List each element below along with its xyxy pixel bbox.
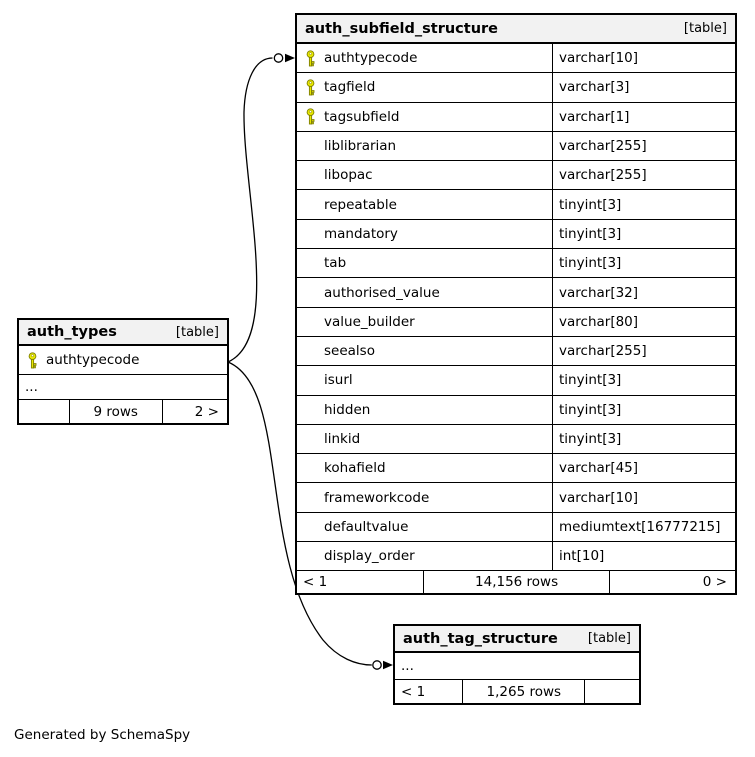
field-name: value_builder [324, 313, 415, 330]
field-type: int[10] [559, 548, 605, 565]
field-name-cell [297, 425, 553, 453]
field-name-cell [297, 220, 553, 248]
fk-line-auth-types-to-auth-subfield-structure [228, 58, 273, 362]
field-name: libopac [324, 167, 373, 184]
table-footer [395, 680, 639, 703]
field-name-cell [297, 337, 553, 365]
field-row [297, 161, 735, 190]
field-name: isurl [324, 372, 353, 389]
field-name-cell [297, 249, 553, 277]
field-name: authtypecode [324, 50, 418, 67]
field-row [297, 366, 735, 395]
field-row [297, 132, 735, 161]
field-row [297, 513, 735, 542]
table-auth-subfield-structure[interactable] [295, 13, 737, 595]
table-title[interactable]: auth_types [27, 324, 117, 340]
primary-key-icon [305, 108, 324, 125]
table-title[interactable]: auth_tag_structure [403, 630, 558, 647]
generator-note: Generated by SchemaSpy [14, 727, 191, 743]
field-row [297, 103, 735, 132]
table-footer [297, 571, 735, 593]
field-name-cell [297, 44, 553, 72]
primary-key-icon [27, 352, 46, 369]
table-header [395, 626, 639, 653]
field-row [297, 249, 735, 278]
field-row [297, 483, 735, 512]
table-footer [19, 400, 227, 423]
field-name: authorised_value [324, 284, 440, 301]
field-type: varchar[32] [559, 284, 639, 301]
row-count: 1,265 rows [463, 680, 585, 703]
field-name-cell [297, 542, 553, 570]
field-row [19, 346, 227, 375]
row-count: 14,156 rows [424, 571, 610, 593]
relationship-circle-icon [274, 54, 282, 62]
field-name: repeatable [324, 196, 397, 213]
field-name-cell [297, 132, 553, 160]
field-name: tab [324, 255, 347, 272]
field-type: varchar[3] [559, 79, 630, 96]
field-type: tinyint[3] [559, 196, 622, 213]
field-type: tinyint[3] [559, 225, 622, 242]
table-auth-tag-structure[interactable] [393, 624, 641, 705]
field-type: varchar[10] [559, 50, 639, 67]
field-row [297, 278, 735, 307]
table-header [19, 320, 227, 346]
table-type-badge: [table] [683, 21, 727, 36]
field-name: display_order [324, 548, 415, 565]
primary-key-icon [305, 50, 324, 67]
relationship-circle-icon [373, 661, 381, 669]
field-row [297, 308, 735, 337]
pager-next [585, 680, 639, 703]
table-title[interactable]: auth_subfield_structure [305, 20, 498, 37]
hidden-columns-ellipsis: ... [19, 375, 227, 400]
field-row [297, 337, 735, 366]
field-name: liblibrarian [324, 138, 397, 155]
field-type: tinyint[3] [559, 372, 622, 389]
field-name-cell [297, 366, 553, 394]
field-type: tinyint[3] [559, 431, 622, 447]
field-name-cell [297, 278, 553, 306]
field-name: mandatory [324, 225, 398, 242]
field-name-cell [19, 346, 227, 374]
field-type: varchar[255] [559, 343, 647, 360]
field-name-cell [297, 308, 553, 336]
table-header [297, 15, 735, 44]
pager-next[interactable]: 0 > [702, 574, 727, 591]
field-name-cell [297, 454, 553, 482]
field-name: hidden [324, 401, 371, 418]
field-name: defaultvalue [324, 518, 409, 535]
field-name: frameworkcode [324, 489, 430, 506]
field-type: mediumtext[16777215] [559, 518, 721, 535]
field-type: varchar[1] [559, 108, 630, 125]
field-type: tinyint[3] [559, 401, 622, 418]
field-name: authtypecode [46, 352, 140, 368]
field-type: varchar[255] [559, 138, 647, 155]
field-name-cell [297, 190, 553, 218]
field-row [297, 73, 735, 102]
field-name: seealso [324, 343, 375, 360]
field-row [297, 396, 735, 425]
field-name-cell [297, 73, 553, 101]
field-type: varchar[45] [559, 460, 639, 477]
field-name-cell [297, 396, 553, 424]
field-type: varchar[80] [559, 313, 639, 330]
field-row [297, 425, 735, 454]
relationship-arrow-icon [383, 661, 393, 669]
field-name-cell [297, 103, 553, 131]
field-name: kohafield [324, 460, 386, 477]
pager-next[interactable]: 2 > [194, 403, 219, 420]
field-row [297, 220, 735, 249]
field-name: linkid [324, 431, 361, 447]
field-name: tagfield [324, 79, 376, 96]
field-row [297, 542, 735, 571]
field-name-cell [297, 161, 553, 189]
pager-prev[interactable]: < 1 [297, 571, 424, 593]
pager-prev [19, 400, 70, 423]
row-count: 9 rows [70, 400, 163, 423]
field-name-cell [297, 513, 553, 541]
table-type-badge: [table] [587, 631, 631, 646]
field-row [297, 190, 735, 219]
field-name-cell [297, 483, 553, 511]
field-row [297, 454, 735, 483]
primary-key-icon [305, 79, 324, 96]
field-name: tagsubfield [324, 108, 400, 125]
relationship-arrow-icon [285, 54, 295, 62]
table-auth-types[interactable] [17, 318, 229, 425]
field-type: varchar[255] [559, 167, 647, 184]
field-row [297, 44, 735, 73]
table-type-badge: [table] [175, 324, 219, 340]
field-type: tinyint[3] [559, 255, 622, 272]
hidden-columns-ellipsis: ... [395, 653, 639, 680]
field-type: varchar[10] [559, 489, 639, 506]
pager-prev[interactable]: < 1 [395, 680, 463, 703]
